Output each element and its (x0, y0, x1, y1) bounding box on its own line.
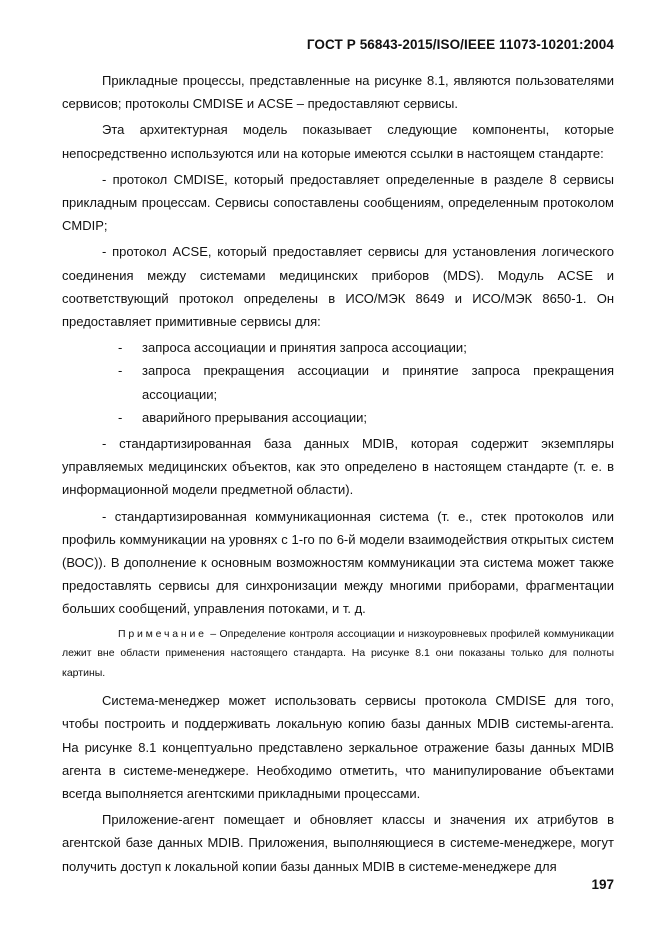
paragraph-cmdise: - протокол CMDISE, который предоставляет определенные в разделе 8 сервисы прикладным процессам. Сервисы сопоставлены сообщениям, определенным протоколом CMDIP; (62, 171, 614, 234)
document-header: ГОСТ Р 56843-2015/ISO/IEEE 11073-10201:2004 (306, 37, 614, 52)
page-number: 197 (591, 877, 614, 892)
list-dash: - (118, 340, 123, 356)
paragraph-communication-system: - стандартизированная коммуникационная система (т. е., стек протоколов или профиль коммуникации на уровнях с 1-го по 6-й модели взаимодействия открытых систем (ВОС)). В дополнение к основным возможностям коммуникации эта система может также предоставлять сервисы для синхронизации между многими приборами, фрагментации больших сообщений, управления потоками, и т. д. (62, 508, 614, 617)
note-text: – Определение контроля ассоциации и низкоуровневых профилей коммуникации лежит вне области применения настоящего стандарта. На рисунке 8.1 они показаны только для полноты картины. (62, 627, 614, 679)
paragraph: Приложение-агент помещает и обновляет классы и значения их атрибутов в агентской базе данных MDIB. Приложения, выполняющиеся в системе-менеджере, могут получить доступ к локальной копии базы данных MDIB в системе-менеджере для (62, 812, 614, 874)
page-body (62, 69, 614, 881)
list-item: - запроса прекращения ассоциации и принятие запроса прекращения ассоциации; (62, 359, 614, 405)
list-item: - запроса ассоциации и принятия запроса ассоциации; (62, 336, 614, 359)
list-item: - аварийного прерывания ассоциации; (62, 406, 614, 429)
note-label: Примечание (118, 627, 207, 640)
paragraph: Эта архитектурная модель показывает следующие компоненты, которые непосредственно используются или на которые имеются ссылки в настоящем стандарте: (62, 122, 614, 161)
note (62, 625, 614, 684)
paragraph-acse: - протокол ACSE, который предоставляет сервисы для установления логического соединения между системами медицинских приборов (MDS). Модуль ACSE и соответствующий протокол определены в ИСО/МЭК 8649 и ИСО/МЭК 8650-1. Он предоставляет примитивные сервисы для: (62, 244, 614, 330)
paragraph: Прикладные процессы, представленные на рисунке 8.1, являются пользователями сервисов; протоколы CMDISE и ACSE – предоставляют сервисы. (62, 73, 614, 112)
list-dash: - (118, 409, 123, 425)
list-dash: - (118, 363, 123, 379)
paragraph-mdib: - стандартизированная база данных MDIB, которая содержит экземпляры управляемых медицинских объектов, как это определено в настоящем стандарте (т. е. в информационной модели предметной области). (62, 436, 614, 498)
paragraph: Система-менеджер может использовать сервисы протокола CMDISE для того, чтобы построить и поддерживать локальную копию базы данных MDIB системы-агента. На рисунке 8.1 концептуально представлено зеркальное отражение базы данных MDIB агента в системе-менеджере. Необходимо отметить, что манипулирование объектами всегда выполняется агентскими прикладными процессами. (62, 693, 614, 801)
acse-services-list (62, 336, 614, 429)
